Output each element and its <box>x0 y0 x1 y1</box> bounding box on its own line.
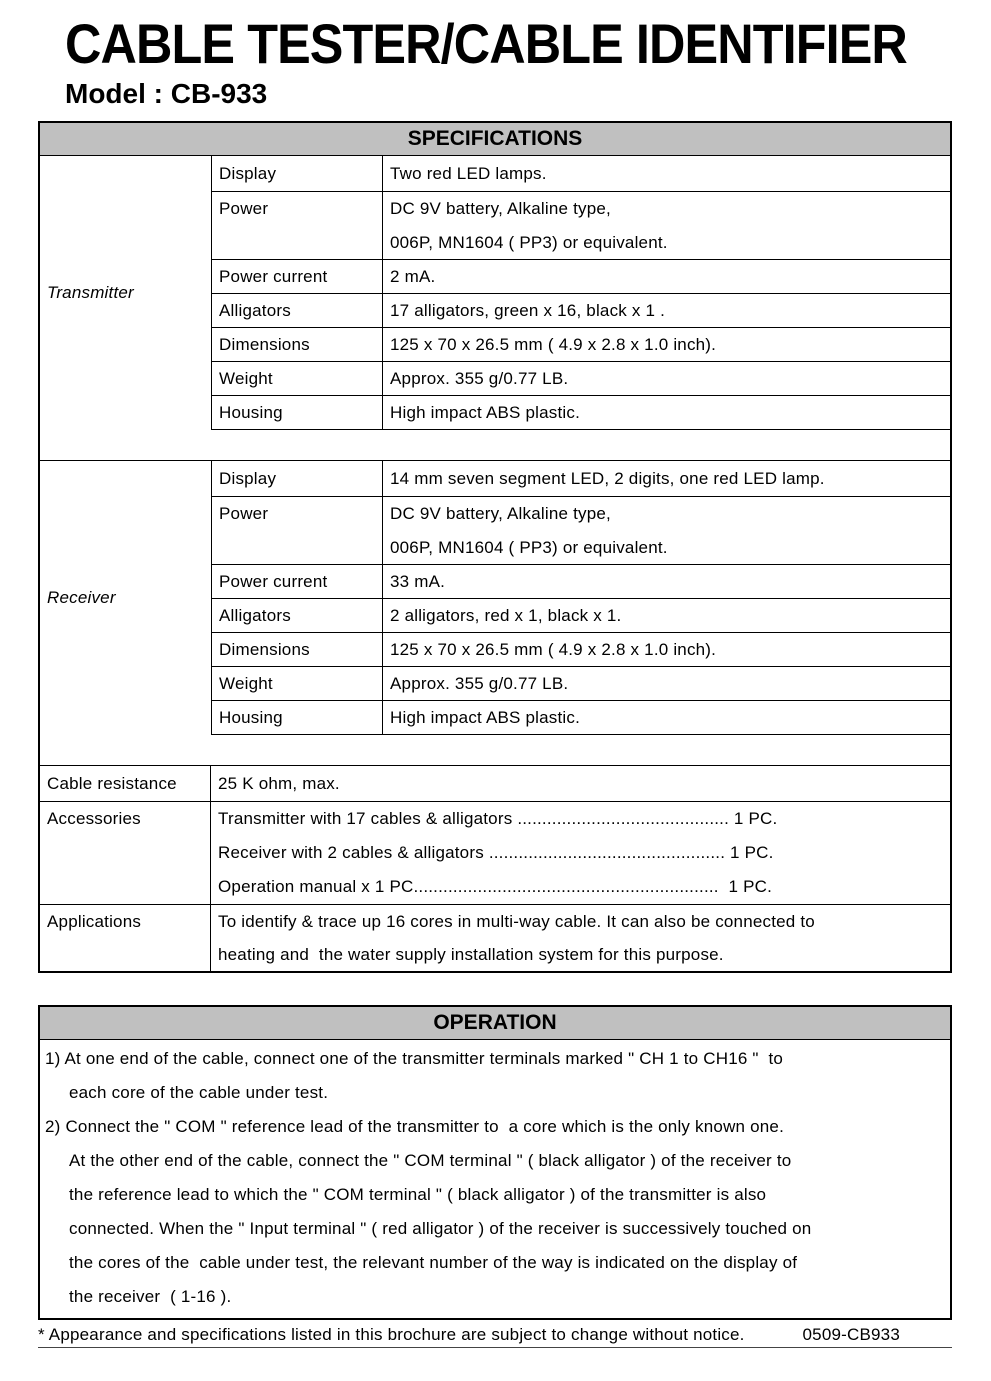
table-row <box>212 565 950 599</box>
row-value: Transmitter with 17 cables & alligators ........................................... 1 PC. Receiver with 2 cables & alligators ................................................ 1 PC. Operation manual x 1 PC.............................................................. 1 PC. <box>218 809 778 896</box>
row-label: Cable resistance <box>40 766 211 801</box>
row-label: Display <box>212 156 383 191</box>
row-value: Two red LED lamps. <box>390 164 547 183</box>
receiver-section <box>40 461 950 735</box>
spacer-row <box>40 735 950 766</box>
row-label: Display <box>212 461 383 496</box>
row-label: Weight <box>212 667 383 700</box>
operation-line: connected. When the " Input terminal " ( red alligator ) of the receiver is successively touched on <box>69 1219 812 1238</box>
table-row <box>212 396 950 430</box>
row-label: Applications <box>40 905 211 971</box>
table-row <box>212 599 950 633</box>
row-label: Housing <box>212 396 383 429</box>
table-row <box>212 294 950 328</box>
table-row <box>212 701 950 735</box>
transmitter-rows <box>212 156 950 430</box>
row-label: Power <box>212 497 383 564</box>
table-row <box>212 497 950 565</box>
row-label: Alligators <box>212 599 383 632</box>
operation-line: 2) Connect the " COM " reference lead of the transmitter to a core which is the only known one. <box>45 1117 785 1136</box>
row-label: Dimensions <box>212 633 383 666</box>
row-label: Housing <box>212 701 383 734</box>
row-value: DC 9V battery, Alkaline type, 006P, MN1604 ( PP3) or equivalent. <box>390 504 668 557</box>
table-row <box>212 362 950 396</box>
row-value: 25 K ohm, max. <box>218 774 340 793</box>
operation-line: the reference lead to which the " COM terminal " ( black alligator ) of the transmitter is also <box>69 1185 767 1204</box>
operation-line: the cores of the cable under test, the relevant number of the way is indicated on the display of <box>69 1253 798 1272</box>
operation-box <box>38 1005 952 1320</box>
row-value: To identify & trace up 16 cores in multi-way cable. It can also be connected to heating and the water supply installation system for this purpose. <box>218 912 815 964</box>
transmitter-label: Transmitter <box>40 156 212 430</box>
row-value: 2 mA. <box>390 267 436 286</box>
operation-line: the receiver ( 1-16 ). <box>69 1287 232 1306</box>
receiver-rows <box>212 461 950 735</box>
table-row <box>212 667 950 701</box>
operation-line: 1) At one end of the cable, connect one of the transmitter terminals marked " CH 1 to CH16 " to <box>45 1049 784 1068</box>
transmitter-section <box>40 156 950 430</box>
specifications-table <box>38 121 952 973</box>
row-label: Accessories <box>40 802 211 904</box>
footer-note: * Appearance and specifications listed in this brochure are subject to change without notice. <box>38 1324 745 1344</box>
row-value: 125 x 70 x 26.5 mm ( 4.9 x 2.8 x 1.0 inch). <box>390 640 717 659</box>
row-label: Alligators <box>212 294 383 327</box>
table-row <box>212 156 950 192</box>
row-label: Power current <box>212 565 383 598</box>
row-value: 33 mA. <box>390 572 446 591</box>
document-code: 0509-CB933 <box>802 1324 900 1344</box>
row-label: Weight <box>212 362 383 395</box>
table-row <box>212 260 950 294</box>
applications-row <box>40 905 950 971</box>
receiver-label: Receiver <box>40 461 212 735</box>
row-value: High impact ABS plastic. <box>390 403 580 422</box>
row-value: Approx. 355 g/0.77 LB. <box>390 674 569 693</box>
row-value: 125 x 70 x 26.5 mm ( 4.9 x 2.8 x 1.0 inch). <box>390 335 717 354</box>
table-row <box>212 633 950 667</box>
table-row <box>212 328 950 362</box>
operation-line: each core of the cable under test. <box>69 1083 329 1102</box>
row-label: Dimensions <box>212 328 383 361</box>
table-row <box>212 192 950 260</box>
row-value: 2 alligators, red x 1, black x 1. <box>390 606 622 625</box>
table-row <box>212 461 950 497</box>
footer <box>38 1324 952 1348</box>
operation-body <box>40 1040 950 1318</box>
cable-resistance-row <box>40 766 950 802</box>
spacer-row <box>40 430 950 461</box>
row-value: 17 alligators, green x 16, black x 1 . <box>390 301 666 320</box>
operation-line: At the other end of the cable, connect the " COM terminal " ( black alligator ) of the receiver to <box>69 1151 792 1170</box>
accessories-row <box>40 802 950 905</box>
row-value: Approx. 355 g/0.77 LB. <box>390 369 569 388</box>
operation-header: OPERATION <box>40 1007 950 1040</box>
row-value: 14 mm seven segment LED, 2 digits, one red LED lamp. <box>390 469 825 488</box>
model-number: Model : CB-933 <box>65 78 268 109</box>
page-title: CABLE TESTER/CABLE IDENTIFIER <box>65 12 907 75</box>
row-label: Power <box>212 192 383 259</box>
specifications-header: SPECIFICATIONS <box>40 123 950 156</box>
row-value: DC 9V battery, Alkaline type, 006P, MN1604 ( PP3) or equivalent. <box>390 199 668 252</box>
row-value: High impact ABS plastic. <box>390 708 580 727</box>
row-label: Power current <box>212 260 383 293</box>
